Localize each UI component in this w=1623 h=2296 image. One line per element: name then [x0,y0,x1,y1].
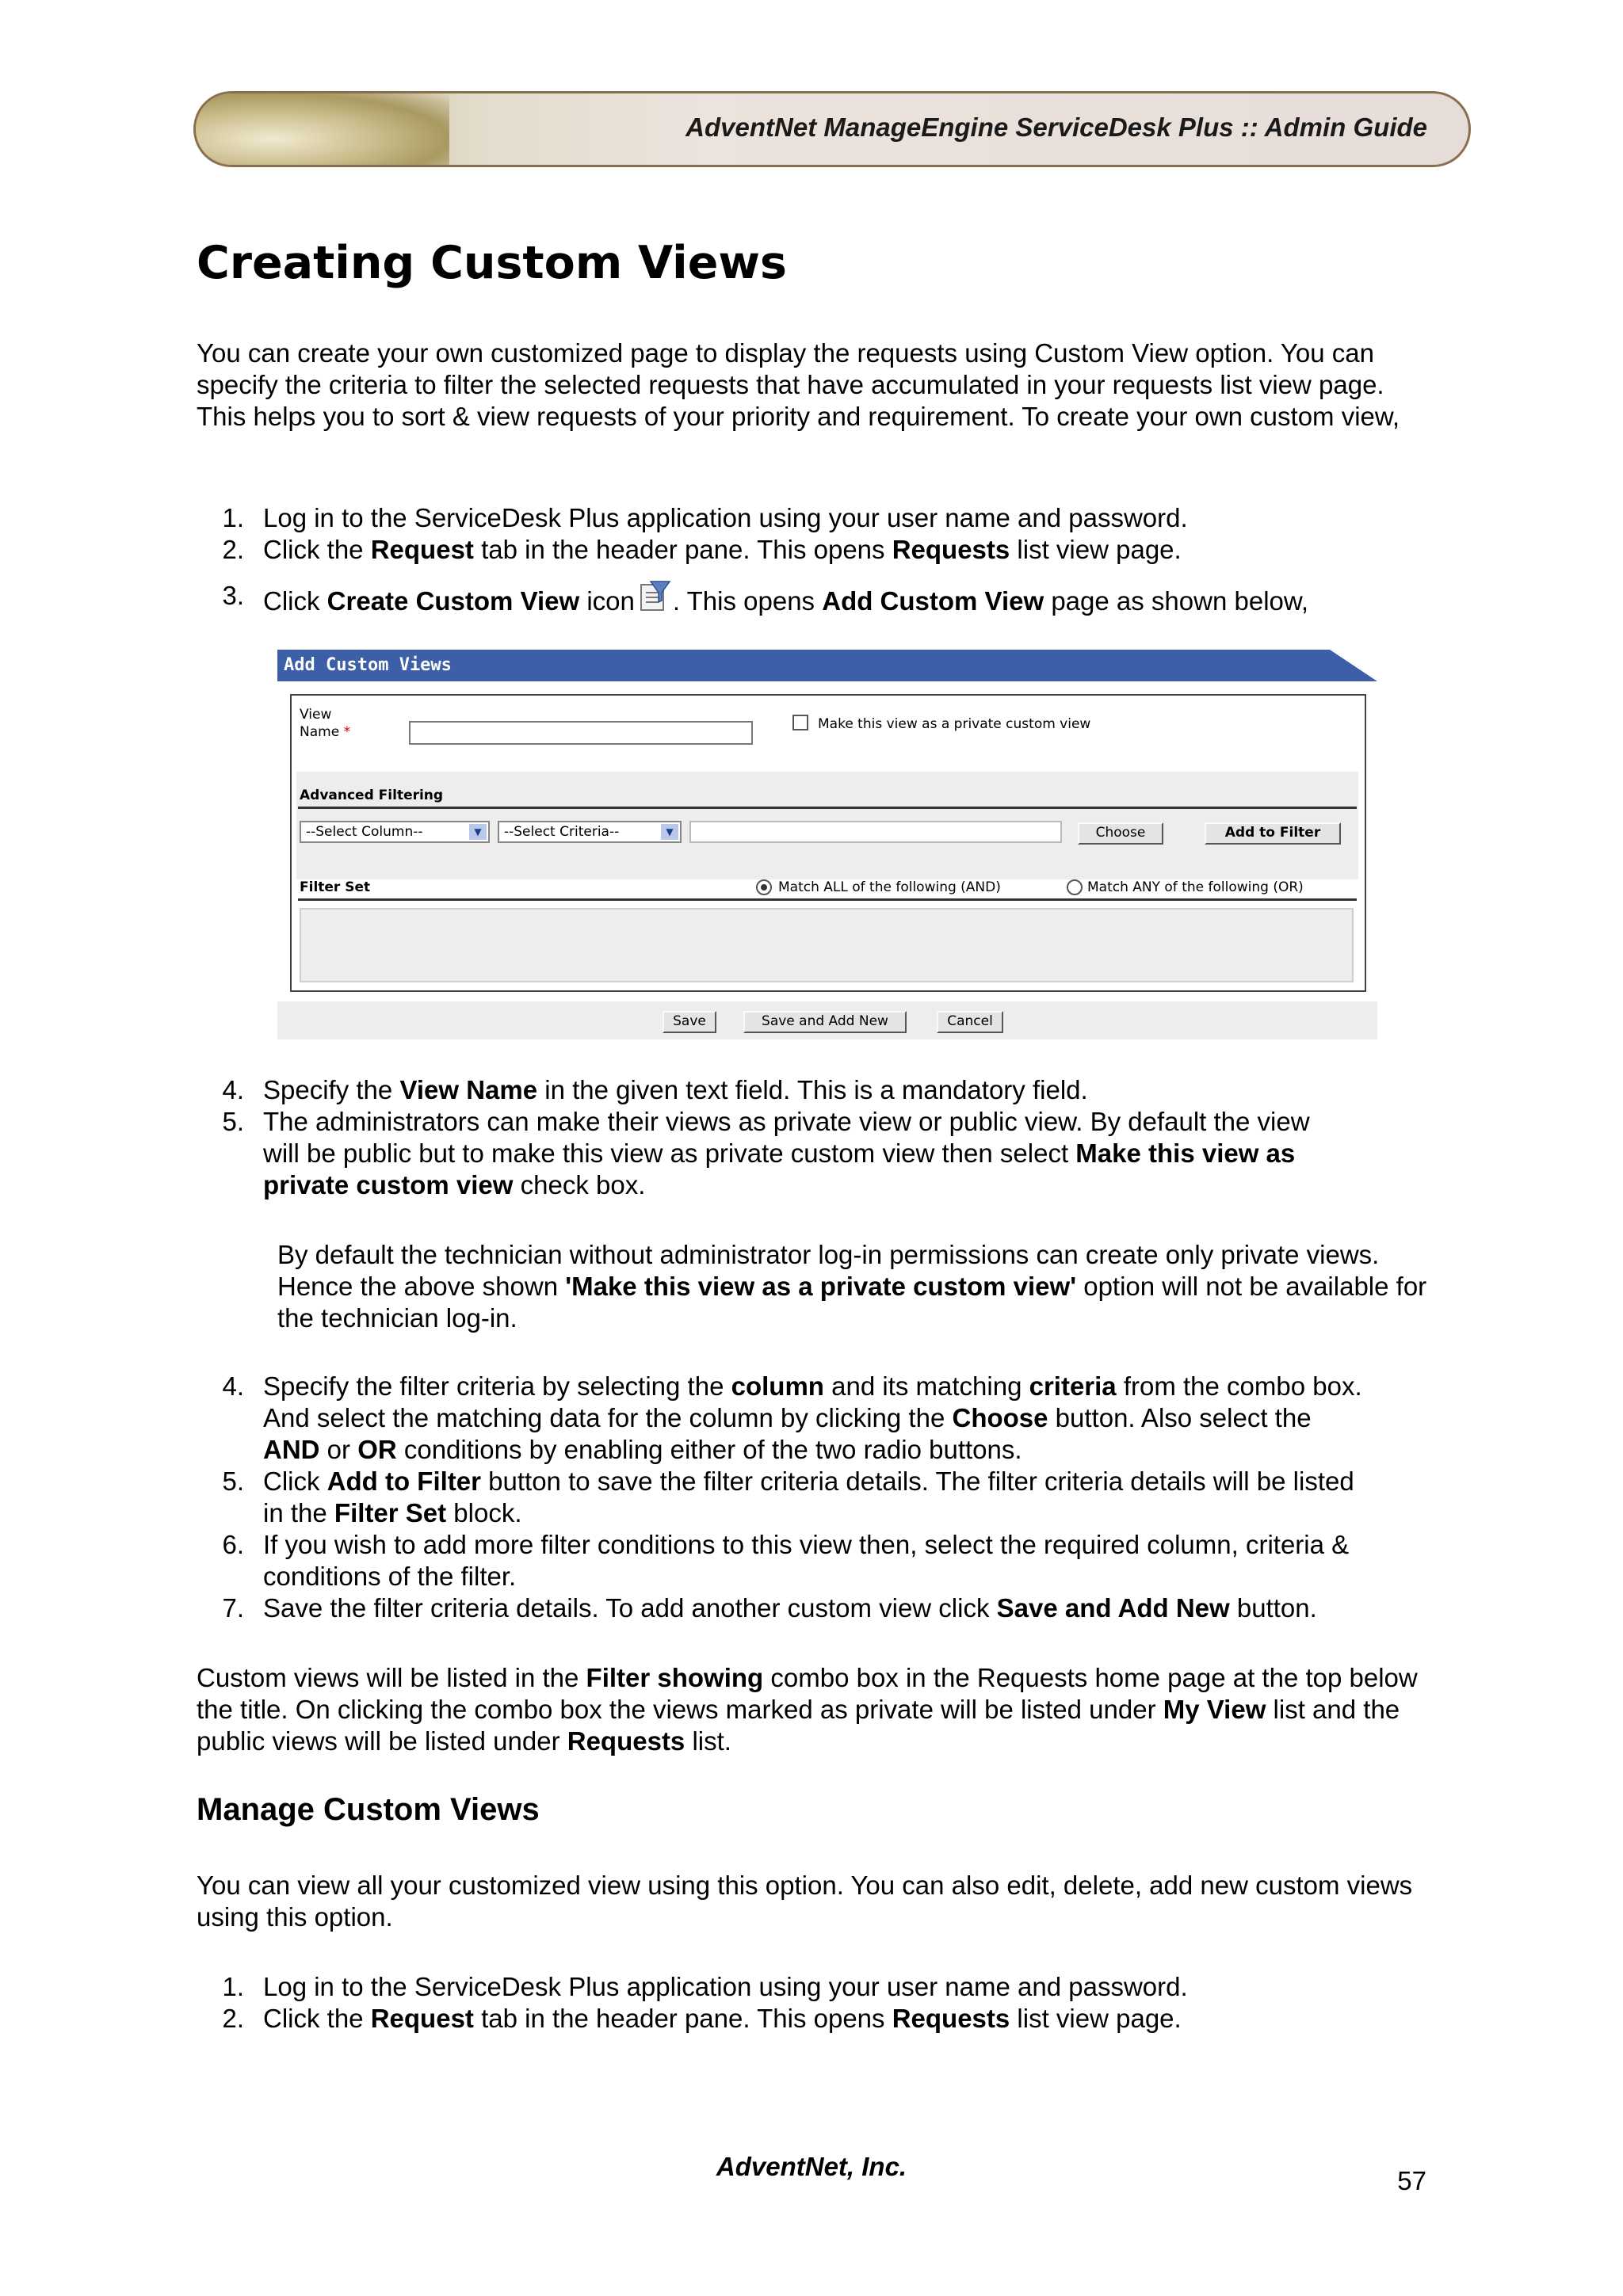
guide-title: AdventNet ManageEngine ServiceDesk Plus :: Admin Guide [685,113,1427,142]
header-banner [193,91,1471,167]
save-button[interactable]: Save [663,1011,716,1033]
page-title: Creating Custom Views [197,237,787,289]
name-label: Name * [300,724,351,740]
add-to-filter-button[interactable]: Add to Filter [1205,822,1341,845]
criteria-value-input[interactable] [689,821,1062,843]
private-view-label: Make this view as a private custom view [818,716,1091,732]
manage-paragraph: You can view all your customized view using this option. You can also edit, delete, add new custom views using this option. [197,1871,1413,1932]
create-custom-view-icon [635,580,673,616]
select-criteria-dropdown[interactable]: --Select Criteria-- ▼ [498,821,682,843]
private-view-checkbox[interactable] [792,715,808,730]
filter-set-heading: Filter Set [300,879,371,895]
filter-set-list [300,908,1354,982]
match-all-radio[interactable] [756,879,772,895]
select-column-dropdown[interactable]: --Select Column-- ▼ [300,821,490,843]
list-item: 4. Specify the filter criteria by selecting the column and its matching criteria from the combo box. And select the matching data for the column by clicking the Choose button. Also select the AND or OR conditions by enabling either of the two radio buttons. [222,1371,1362,1464]
match-any-radio[interactable] [1067,879,1083,895]
view-name-input[interactable] [409,721,753,745]
view-label: View [300,707,332,723]
chevron-down-icon: ▼ [469,824,487,840]
add-custom-views-screenshot [277,650,1377,1039]
technician-note: By default the technician without administrator log-in permissions can create only private views. Hence the above shown 'Make this view as a private custom view' option will not be available for the technician log-in. [277,1240,1427,1333]
match-any-label: Match ANY of the following (OR) [1087,879,1304,895]
form-panel [290,694,1366,992]
save-and-add-new-button[interactable]: Save and Add New [743,1011,907,1033]
screenshot-title: Add Custom Views [284,655,452,675]
chevron-down-icon: ▼ [661,824,678,840]
page-number: 57 [1397,2166,1426,2195]
intro-paragraph: You can create your own customized page to display the requests using Custom View option. You can specify the criteria to filter the selected requests that have accumulated in your requests list view page. This helps you to sort & view requests of your priority and requirement. To create your own custom view, [197,338,1400,431]
custom-views-paragraph: Custom views will be listed in the Filter showing combo box in the Requests home page at the top below the title. On clicking the combo box the views marked as private will be listed under My View list and the public views will be listed under Requests list. [197,1663,1418,1756]
screenshot-titlebar [277,650,1377,681]
banner-decoration [196,93,449,167]
footer-company: AdventNet, Inc. [716,2152,907,2181]
cancel-button[interactable]: Cancel [937,1011,1003,1033]
choose-button[interactable]: Choose [1078,822,1163,845]
advanced-filtering-heading: Advanced Filtering [300,788,444,803]
match-all-label: Match ALL of the following (AND) [778,879,1001,895]
manage-custom-views-heading: Manage Custom Views [197,1792,540,1827]
